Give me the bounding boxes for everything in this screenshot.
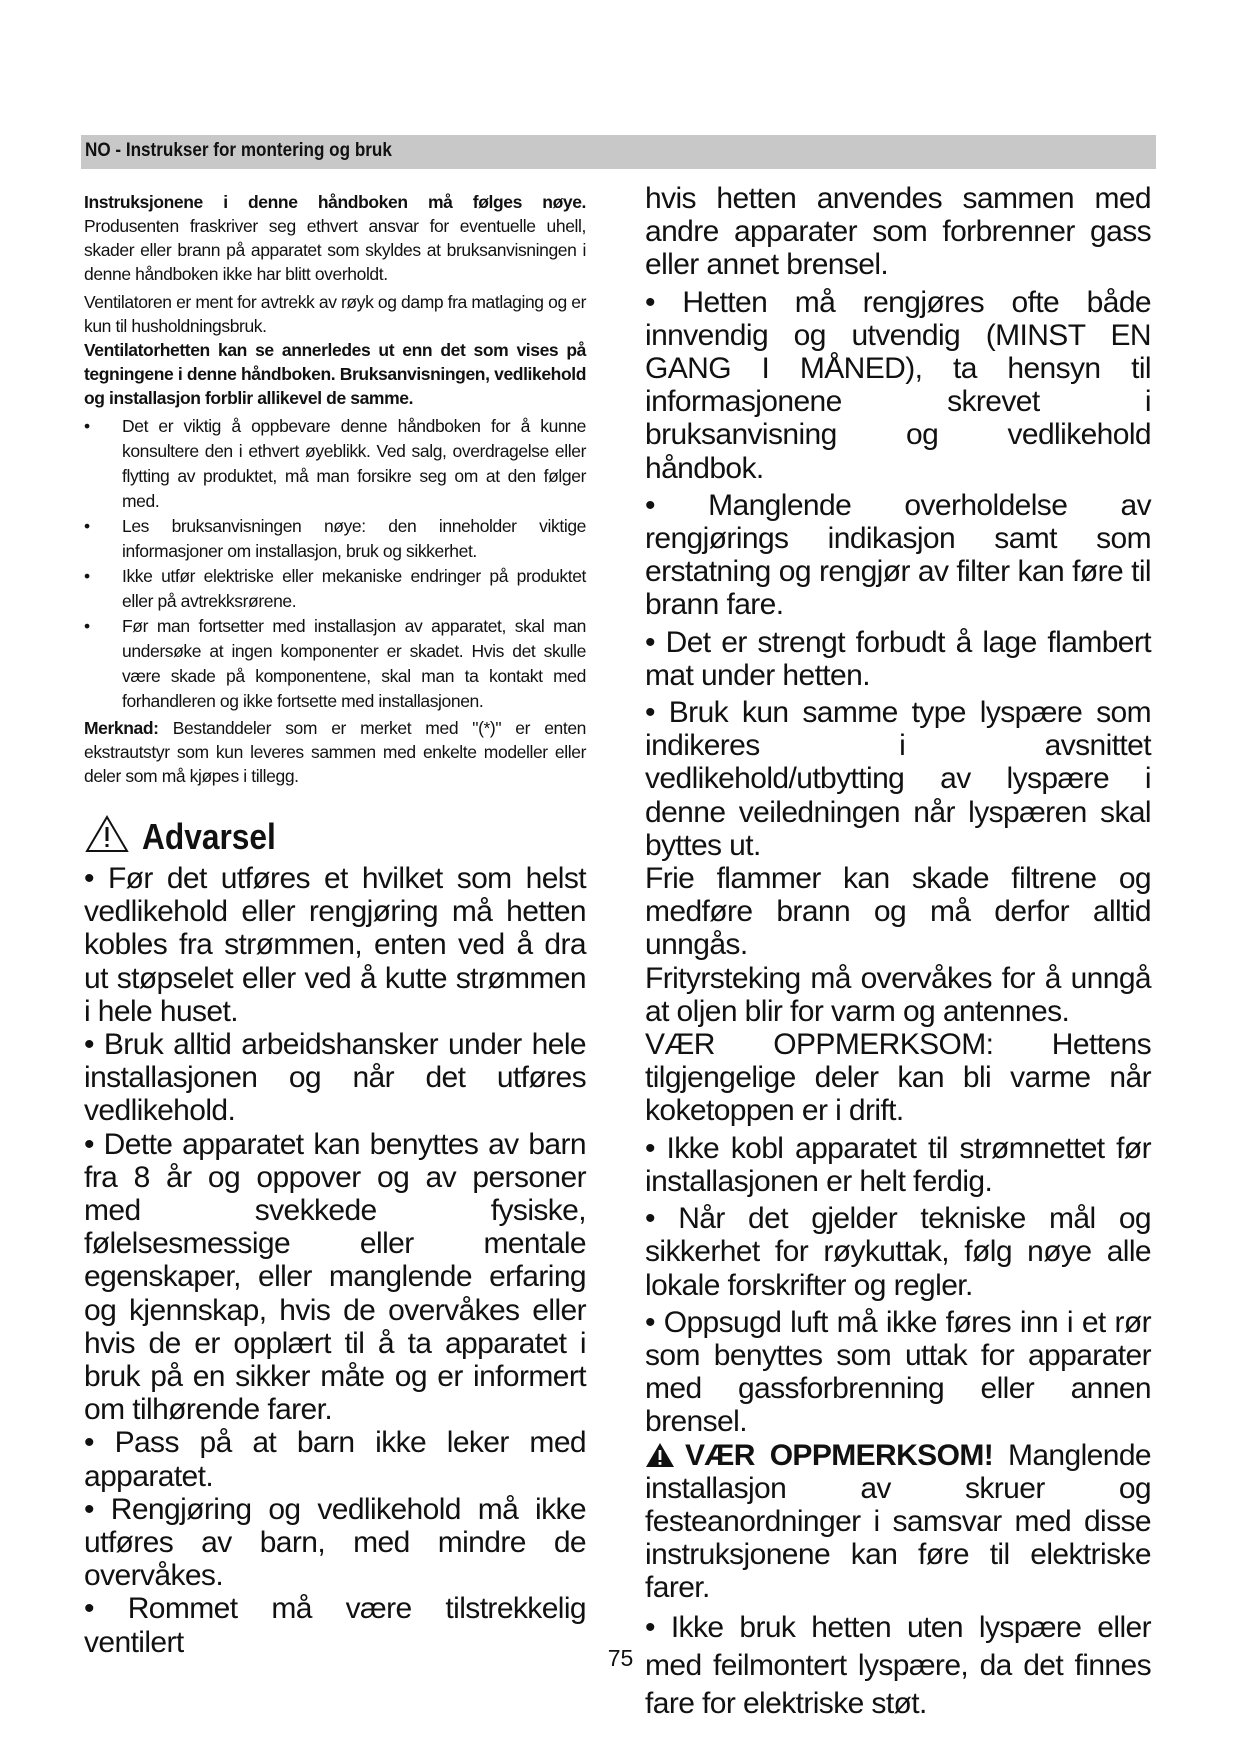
paragraph: • Bruk kun samme type lyspære som indikeres i avsnittet vedlikehold/utbytting av lyspære i denne veiledningen når lyspæren skal byttes ut. — [645, 696, 1151, 862]
warning-filled-icon — [645, 1442, 675, 1468]
paragraph: • Ikke kobl apparatet til strømnettet før installasjonen er helt ferdig. — [645, 1131, 1151, 1198]
list-item: • Ikke utfør elektriske eller mekaniske endringer på produktet eller på avtrekksrørene. — [84, 564, 586, 614]
note-label: Merknad: — [84, 718, 159, 738]
paragraph: • Manglende overholdelse av rengjørings indikasjon samt som erstatning og rengjør av filter kan føre til brann fare. — [645, 488, 1151, 622]
paragraph: hvis hetten anvendes sammen med andre apparater som forbrenner gass eller annet brensel. — [645, 182, 1151, 282]
warning-item: • Bruk alltid arbeidshansker under hele installasjonen og når det utføres vedlikehold. — [84, 1028, 586, 1128]
list-item: • Før man fortsetter med installasjon av apparatet, skal man undersøke at ingen komponenter er skadet. Hvis det skulle være skade på komponentene, skal man ta kontakt med forhandleren og ikke fortsette med installasjonen. — [84, 614, 586, 714]
warning-item: • Dette apparatet kan benyttes av barn fra 8 år og oppover og av personer med svekkede fysiske, følelsesmessige eller mentale egenskaper, eller manglende erfaring og kjennskap, hvis de overvåkes eller hvis de er opplært til å ta apparatet i bruk på en sikker måte og er informert om tilhørende farer. — [84, 1127, 586, 1427]
left-column — [84, 190, 586, 1659]
section-header-bar — [81, 135, 1156, 169]
ventilator-bold: Ventilatorhetten kan se annerledes ut enn det som vises på tegningene i denne håndboken. Bruksanvisningen, vedlikehold og installasjon forblir allikevel de samme. — [84, 340, 586, 408]
right-column — [645, 182, 1151, 1723]
paragraph: • Ikke bruk hetten uten lyspære eller med feilmontert lyspære, da det finnes fare for elektriske støt. — [645, 1610, 1151, 1720]
attention-label: VÆR OPPMERKSOM! — [685, 1438, 994, 1472]
paragraph: VÆR OPPMERKSOM: Hettens tilgjengelige deler kan bli varme når koketoppen er i drift. — [645, 1028, 1151, 1128]
warning-triangle-icon — [84, 814, 130, 854]
paragraph: • Når det gjelder tekniske mål og sikkerhet for røykuttak, følg nøye alle lokale forskrifter og regler. — [645, 1202, 1151, 1302]
section-title: NO - Instrukser for montering og bruk — [85, 140, 392, 161]
intro-block — [84, 190, 586, 788]
warning-list — [84, 862, 586, 1659]
paragraph: • Hetten må rengjøres ofte både innvendig og utvendig (MINST EN GANG I MÅNED), ta hensyn til informasjonene skrevet i bruksanvisning og vedlikehold håndbok. — [645, 285, 1151, 485]
attention-text: Manglende installasjon av skruer og festeanordninger i samsvar med disse instruksjonene kan føre til elektriske farer. — [645, 1438, 1151, 1605]
paragraph: • Det er strengt forbudt å lage flambert mat under hetten. — [645, 625, 1151, 692]
warning-item: • Før det utføres et hvilket som helst vedlikehold eller rengjøring må hetten kobles fra strømmen, enten ved å dra ut støpselet eller ved å kutte strømmen i hele huset. — [84, 862, 586, 1028]
note-paragraph — [84, 716, 586, 788]
warning-item: • Rommet må være tilstrekkelig ventilert — [84, 1592, 586, 1659]
list-item: • Det er viktig å oppbevare denne håndboken for å kunne konsultere den i ethvert øyeblikk. Ved salg, overdragelse eller flytting av produktet, må man forsikre seg om at den følger med. — [84, 414, 586, 514]
warning-item: • Pass på at barn ikke leker med apparatet. — [84, 1426, 586, 1493]
intro-text: Produsenten fraskriver seg ethvert ansvar for eventuelle uhell, skader eller brann på apparatet som skyldes at bruksanvisningen i denne håndboken ikke har blitt overholdt. — [84, 216, 586, 284]
paragraph: Frityrsteking må overvåkes for å unngå at oljen blir for varm og antennes. — [645, 961, 1151, 1028]
ventilator-text: Ventilatoren er ment for avtrekk av røyk og damp fra matlaging og er kun til husholdningsbruk. — [84, 292, 586, 336]
paragraph: Frie flammer kan skade filtrene og medføre brann og må derfor alltid unngås. — [645, 862, 1151, 962]
warning-heading — [84, 814, 586, 858]
warning-title: Advarsel — [142, 816, 276, 857]
paragraph: • Oppsugd luft må ikke føres inn i et rør som benyttes som uttak for apparater med gassforbrenning eller annen brensel. — [645, 1305, 1151, 1439]
bullet-list — [84, 414, 586, 714]
list-item: • Les bruksanvisningen nøye: den inneholder viktige informasjoner om installasjon, bruk og sikkerhet. — [84, 514, 586, 564]
attention-paragraph — [645, 1439, 1151, 1605]
note-text: Bestanddeler som er merket med "(*)" er enten ekstrautstyr som kun leveres sammen med enkelte modeller eller deler som må kjøpes i tillegg. — [84, 718, 586, 786]
warning-item: • Rengjøring og vedlikehold må ikke utføres av barn, med mindre de overvåkes. — [84, 1492, 586, 1593]
intro-bold: Instruksjonene i denne håndboken må følges nøye. — [84, 192, 586, 212]
page-number: 75 — [607, 1645, 634, 1671]
